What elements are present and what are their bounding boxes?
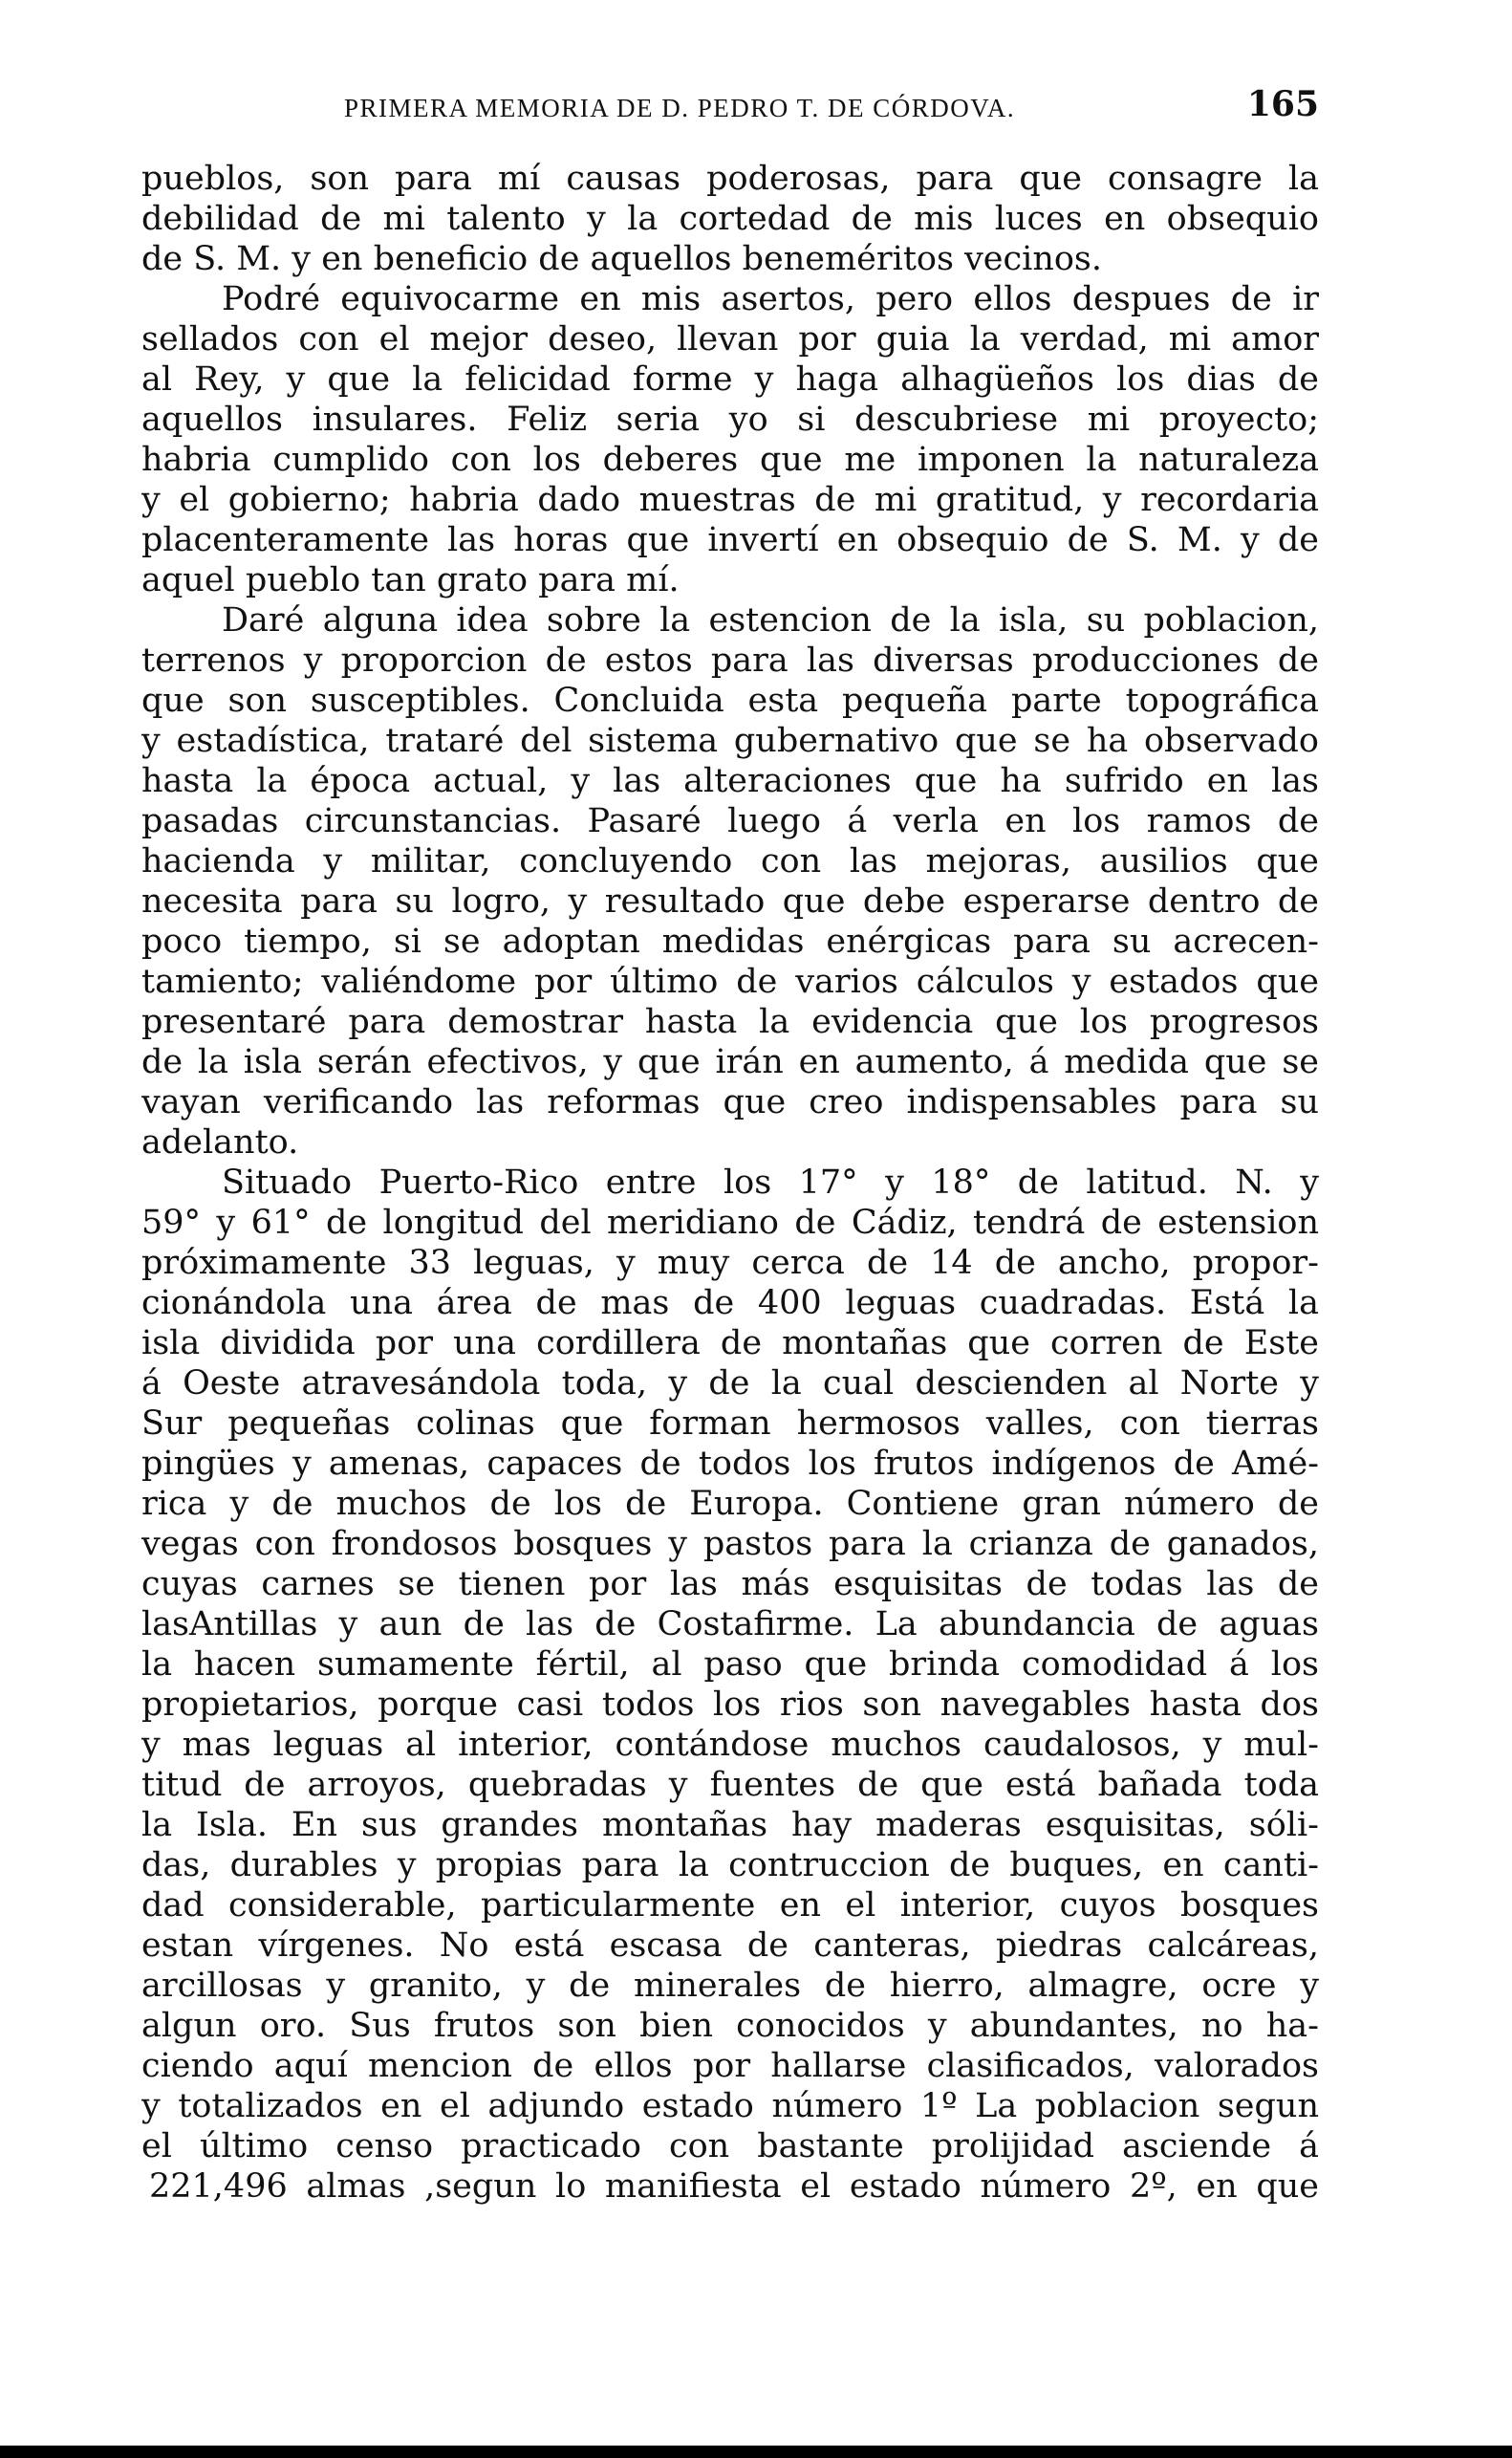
text-line: presentaré para demostrar hasta la evidencia que los progresos [141, 1003, 1319, 1041]
text-line: y el gobierno; habria dado muestras de mi gratitud, y recordaria [141, 481, 1319, 519]
text-line: habria cumplido con los deberes que me imponen la naturaleza [141, 441, 1319, 479]
text-line: Daré alguna idea sobre la estencion de la isla, su poblacion, [222, 601, 1319, 640]
body-text [141, 159, 1319, 2207]
text-line: adelanto. [141, 1123, 299, 1162]
text-line: pasadas circunstancias. Pasaré luego á verla en los ramos de [141, 802, 1319, 840]
text-line: de la isla serán efectivos, y que irán en aumento, á medida que se [141, 1043, 1319, 1081]
text-line: vayan verificando las reformas que creo indispensables para su [141, 1083, 1319, 1121]
text-line: algun oro. Sus frutos son bien conocidos y abundantes, no ha- [141, 2007, 1319, 2045]
text-line: sellados con el mejor deseo, llevan por guia la verdad, mi amor [141, 320, 1319, 359]
text-line: tamiento; valiéndome por último de varios cálculos y estados que [141, 963, 1319, 1001]
text-line: estan vírgenes. No está escasa de canteras, piedras calcáreas, [141, 1926, 1319, 1965]
text-line: arcillosas y granito, y de minerales de hierro, almagre, ocre y [141, 1967, 1319, 2005]
text-line: rica y de muchos de los de Europa. Contiene gran número de [141, 1485, 1319, 1523]
text-line: aquellos insulares. Feliz seria yo si descubriese mi proyecto; [141, 401, 1319, 439]
text-line: próximamente 33 leguas, y muy cerca de 14 de ancho, propor- [141, 1244, 1319, 1282]
text-line: titud de arroyos, quebradas y fuentes de que está bañada toda [141, 1766, 1319, 1804]
scan-bottom-edge [0, 2446, 1512, 2458]
text-line: 221,496 almas ,segun lo manifiesta el estado número 2º, en que [149, 2167, 1319, 2206]
text-line: de S. M. y en beneficio de aquellos beneméritos vecinos. [141, 240, 1103, 278]
text-line: pueblos, son para mí causas poderosas, para que consagre la [141, 160, 1319, 198]
text-line: y totalizados en el adjundo estado número 1º La poblacion segun [141, 2087, 1319, 2125]
page-number: 165 [1246, 84, 1319, 124]
text-line: la Isla. En sus grandes montañas hay maderas esquisitas, sóli- [141, 1806, 1319, 1844]
text-line: terrenos y proporcion de estos para las diversas producciones de [141, 642, 1319, 680]
text-line: debilidad de mi talento y la cortedad de mis luces en obsequio [141, 200, 1319, 238]
text-line: y estadística, trataré del sistema gubernativo que se ha observado [141, 722, 1319, 760]
text-line: que son susceptibles. Concluida esta pequeña parte topográfica [141, 682, 1319, 720]
text-line: isla dividida por una cordillera de montañas que corren de Este [141, 1324, 1319, 1362]
text-line: 59° y 61° de longitud del meridiano de Cádiz, tendrá de estension [141, 1204, 1319, 1242]
text-line: aquel pueblo tan grato para mí. [141, 561, 680, 599]
text-line: cionándola una área de mas de 400 leguas cuadradas. Está la [141, 1284, 1319, 1322]
text-line: vegas con frondosos bosques y pastos para la crianza de ganados, [141, 1525, 1319, 1563]
text-line: ciendo aquí mencion de ellos por hallarse clasificados, valorados [141, 2047, 1319, 2085]
text-line: poco tiempo, si se adoptan medidas enérgicas para su acrecen- [141, 923, 1319, 961]
text-line: Podré equivocarme en mis asertos, pero ellos despues de ir [222, 280, 1319, 318]
text-line: la hacen sumamente fértil, al paso que brinda comodidad á los [141, 1645, 1319, 1684]
text-line: dad considerable, particularmente en el interior, cuyos bosques [141, 1886, 1319, 1925]
text-line: Sur pequeñas colinas que forman hermosos valles, con tierras [141, 1404, 1319, 1443]
text-line: al Rey, y que la felicidad forme y haga alhagüeños los dias de [141, 360, 1319, 399]
text-line: cuyas carnes se tienen por las más esquisitas de todas las de [141, 1565, 1319, 1603]
text-line: Situado Puerto-Rico entre los 17° y 18° de latitud. N. y [222, 1164, 1319, 1202]
text-line: el último censo practicado con bastante prolijidad asciende á [141, 2127, 1319, 2165]
text-line: pingües y amenas, capaces de todos los frutos indígenos de Amé- [141, 1445, 1319, 1483]
text-line: á Oeste atravesándola toda, y de la cual descienden al Norte y [141, 1364, 1319, 1403]
text-line: y mas leguas al interior, contándose muchos caudalosos, y mul- [141, 1726, 1319, 1764]
running-head [143, 76, 1319, 143]
text-line: hacienda y militar, concluyendo con las mejoras, ausilios que [141, 842, 1319, 881]
text-line: propietarios, porque casi todos los rios son navegables hasta dos [141, 1686, 1319, 1724]
text-line: lasAntillas y aun de las de Costafirme. La abundancia de aguas [141, 1605, 1319, 1643]
text-line: hasta la época actual, y las alteraciones que ha sufrido en las [141, 762, 1319, 800]
text-line: necesita para su logro, y resultado que debe esperarse dentro de [141, 882, 1319, 921]
text-line: das, durables y propias para la contruccion de buques, en canti- [141, 1846, 1319, 1884]
text-line: placenteramente las horas que invertí en obsequio de S. M. y de [141, 521, 1319, 559]
running-title: PRIMERA MEMORIA DE D. PEDRO T. DE CÓRDOVA. [344, 94, 1016, 122]
